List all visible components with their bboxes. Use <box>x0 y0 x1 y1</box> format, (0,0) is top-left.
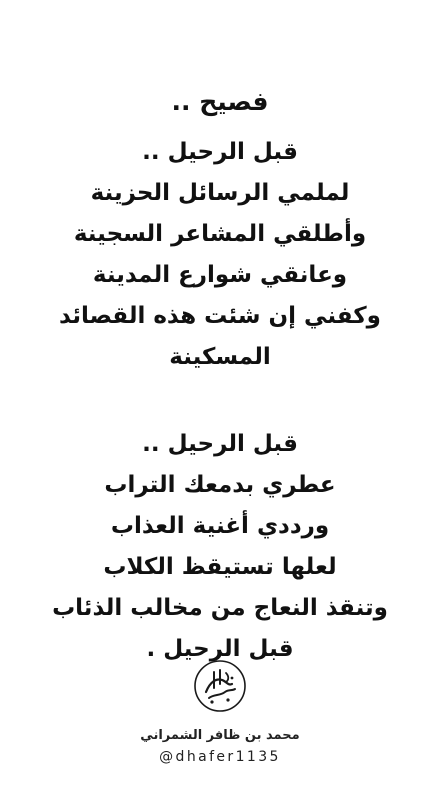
stanza-1-line-5: وكفني إن شئت هذه القصائد <box>59 303 381 329</box>
stanza-2-line-5: وتنقذ النعاج من مخالب الذئاب <box>52 595 388 621</box>
stanza-2-line-2: عطري بدمعك التراب <box>104 472 336 498</box>
stanza-1-line-3: وأطلقي المشاعر السجينة <box>73 221 367 247</box>
stanza-divider <box>0 378 440 424</box>
stanza-1-line-6: المسكينة <box>169 344 271 370</box>
poem-title: فصيح .. <box>171 87 269 116</box>
author-name: محمد بن ظافر الشمراني <box>140 728 300 743</box>
calligraphy-seal-icon <box>192 658 248 714</box>
stanza-2-line-1: قبل الرحيل .. <box>142 431 298 457</box>
stanza-2 <box>0 424 440 670</box>
stanza-2-line-4: لعلها تستيقظ الكلاب <box>103 554 337 580</box>
stanza-1-line-2: لملمي الرسائل الحزينة <box>90 180 350 206</box>
stanza-1-line-4: وعانقي شوارع المدينة <box>92 262 348 288</box>
signature-block <box>0 658 440 768</box>
poem <box>0 82 440 670</box>
social-handle: @dhafer1135 <box>159 749 281 765</box>
stanza-1 <box>0 132 440 378</box>
stanza-2-line-6: قبل الرحيل . <box>146 636 294 662</box>
stanza-2-line-3: ورددي أغنية العذاب <box>110 513 330 539</box>
stanza-1-line-1: قبل الرحيل .. <box>142 139 298 165</box>
